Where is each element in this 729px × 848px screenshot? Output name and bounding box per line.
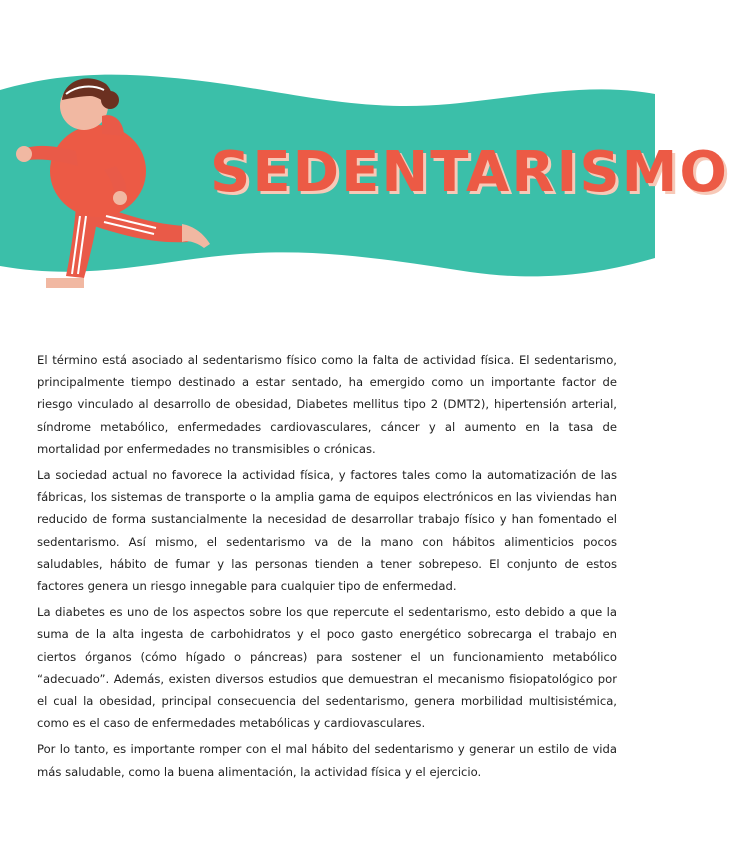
paragraph: Por lo tanto, es importante romper con el mal hábito del sedentarismo y generar un estilo de vida más saludable, como la buena alimentación, la actividad física y el ejercicio. [37,742,617,779]
paragraph: La diabetes es uno de los aspectos sobre los que repercute el sedentarismo, esto debido a que la suma de la alta ingesta de carbohidratos y el poco gasto energético sobrecarga el trabajo en ciertos órganos (cómo hígado o páncreas) para sostener el un funcionamiento metabólico “adecuado”. Además, existen diversos estudios que demuestran el mecanismo fisiopatológico por el cual la obesidad, principal consecuencia del sedentarismo, genera morbilidad multisistémica, como es el caso de enfermedades metabólicas y cardiovasculares. [37,605,617,731]
body-text [37,349,617,787]
page-title: SEDENTARISMO [210,140,729,205]
paragraph: El término está asociado al sedentarismo físico como la falta de actividad física. El sedentarismo, principalmente tiempo destinado a estar sentado, ha emergido como un importante factor de riesgo vinculado al desarrollo de obesidad, Diabetes mellitus tipo 2 (DMT2), hipertensión arterial, síndrome metabólico, enfermedades cardiovasculares, cáncer y al aumento en la tasa de mortalidad por enfermedades no transmisibles o crónicas. [37,353,617,456]
paragraph: La sociedad actual no favorece la actividad física, y factores tales como la automatización de las fábricas, los sistemas de transporte o la amplia gama de equipos electrónicos en las viviendas han reducido de forma sustancialmente la necesidad de desarrollar trabajo físico y han fomentado el sedentarismo. Así mismo, el sedentarismo va de la mano con hábitos alimenticios pocos saludables, hábito de fumar y las personas tienden a tener sobrepeso. El conjunto de estos factores genera un riesgo innegable para cualquier tipo de enfermedad. [37,468,617,594]
running-person-icon [6,66,216,296]
